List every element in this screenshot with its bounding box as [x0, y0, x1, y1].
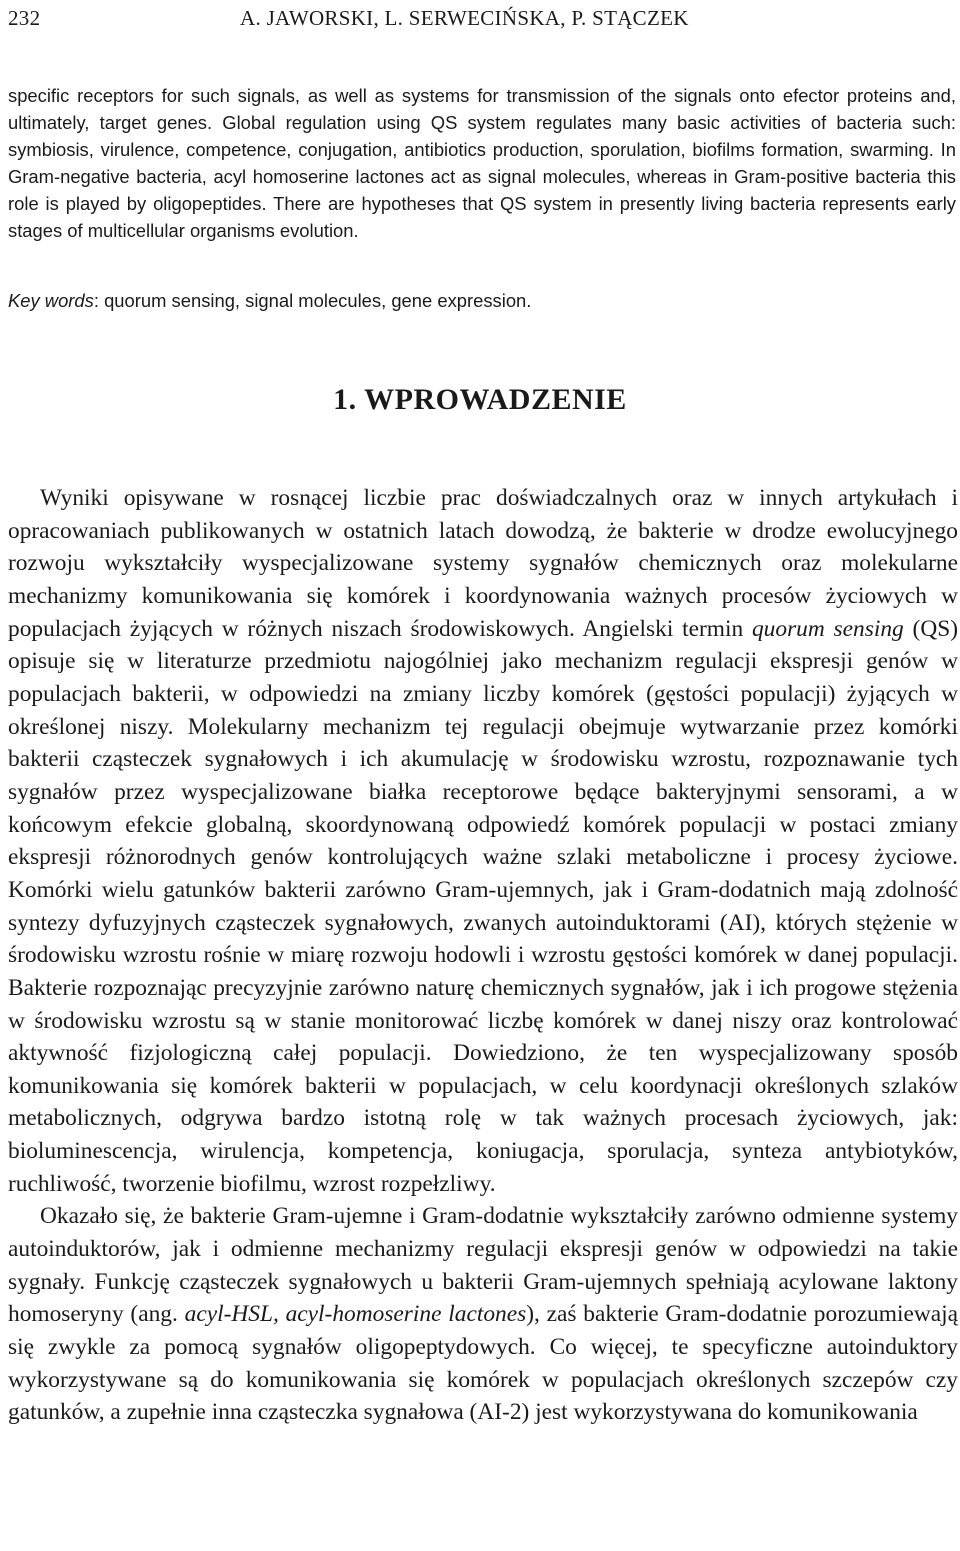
paragraph-1 — [8, 482, 958, 1200]
page-number: 232 — [8, 6, 41, 30]
keywords-label: Key words — [8, 290, 94, 311]
paragraph-2-part-c: ), zaś bakterie Gram-dodatnie porozumiewają się zwykle za pomocą sygnałów oligopeptydowych. Co więcej, te specyficzne autoinduktory wykorzystywane są do komunikowania się komórek w populacjach określonych szczepów czy gatunków, a zupełnie inna cząsteczka sygnałowa (AI-2) jest wykorzystywana do komunikowania — [8, 1301, 958, 1426]
paragraph-2-part-a: Okazało się, że bakterie Gram-ujemne i Gram-dodatnie wykształciły zarówno odmienne systemy autoinduktorów, jak i odmienne mechanizmy regulacji ekspresji genów w odpowiedzi na takie sygnały. Funkcję cząsteczek sygnałowych u bakterii Gram-ujemnych spełniają acylowane laktony homoseryny (ang. — [8, 1203, 958, 1328]
abstract-text: specific receptors for such signals, as well as systems for transmission of the signals onto efector proteins and, ultimately, target genes. Global regulation using QS system regulates many basic activities of bacteria such: symbiosis, virulence, competence, conjugation, antibiotics production, sporulation, biofilms formation, swarming. In Gram-negative bacteria, acyl homoserine lactones act as signal molecules, whereas in Gram-positive bacteria this role is played by oligopeptides. There are hypotheses that QS system in presently living bacteria represents early stages of multicellular organisms evolution. — [8, 85, 956, 241]
paragraph-1-term: quorum sensing — [751, 615, 904, 642]
body-text — [8, 482, 958, 1429]
abstract — [8, 82, 956, 244]
paragraph-1-part-a: Wyniki opisywane w rosnącej liczbie prac doświadczalnych oraz w innych artykułach i opracowaniach publikowanych w ostatnich latach dowodzą, że bakterie w drodze ewolucyjnego rozwoju wykształciły wyspecjalizowane systemy sygnałów chemicznych oraz molekularne mechanizmy komunikowania się komórek i koordynowania ważnych procesów życiowych w populacjach żyjących w różnych niszach środowiskowych. Angielski termin — [8, 485, 958, 642]
paragraph-2 — [8, 1200, 958, 1429]
running-head: A. JAWORSKI, L. SERWECIŃSKA, P. STĄCZEK — [240, 6, 689, 30]
keywords-text: : quorum sensing, signal molecules, gene expression. — [93, 290, 532, 311]
section-heading: 1. WPROWADZENIE — [333, 383, 627, 416]
paragraph-1-part-c: (QS) opisuje się w literaturze przedmiotu najogólniej jako mechanizm regulacji ekspresji genów w populacjach bakterii, w odpowiedzi na zmiany liczby komórek (gęstości populacji) żyjących w określonej niszy. Molekularny mechanizm tej regulacji obejmuje wytwarzanie przez komórki bakterii cząsteczek sygnałowych i ich akumulację w środowisku wzrostu, rozpoznawanie tych sygnałów przez wyspecjalizowane białka receptorowe będące bakteryjnymi sensorami, a w końcowym efekcie globalną, skoordynowaną odpowiedź komórek populacji w postaci zmiany ekspresji różnorodnych genów kontrolujących ważne szlaki metaboliczne i procesy życiowe. Komórki wielu gatunków bakterii zarówno Gram-ujemnych, jak i Gram-dodatnich mają zdolność syntezy dyfuzyjnych cząsteczek sygnałowych, zwanych autoinduktorami (AI), których stężenie w środowisku wzrostu rośnie w miarę rozwoju hodowli i wzrostu gęstości komórek w danej populacji. Bakterie rozpoznając precyzyjnie zarówno naturę chemicznych sygnałów, jak i ich progowe stężenia w środowisku wzrostu są w stanie monitorować liczbę komórek w danej niszy oraz kontrolować aktywność fizjologiczną całej populacji. Dowiedziono, że ten wyspecjalizowany sposób komunikowania się komórek bakterii w populacjach, w celu koordynacji określonych szlaków metabolicznych, odgrywa bardzo istotną rolę w tak ważnych procesach życiowych, jak: bioluminescencja, wirulencja, kompetencja, koniugacja, sporulacja, synteza antybiotyków, ruchliwość, tworzenie biofilmu, wzrost rozpełzliwy. — [8, 615, 959, 1197]
keywords — [8, 287, 956, 314]
paragraph-2-term: acyl-HSL, acyl-homoserine lactones — [184, 1301, 527, 1328]
page-header — [8, 6, 952, 36]
